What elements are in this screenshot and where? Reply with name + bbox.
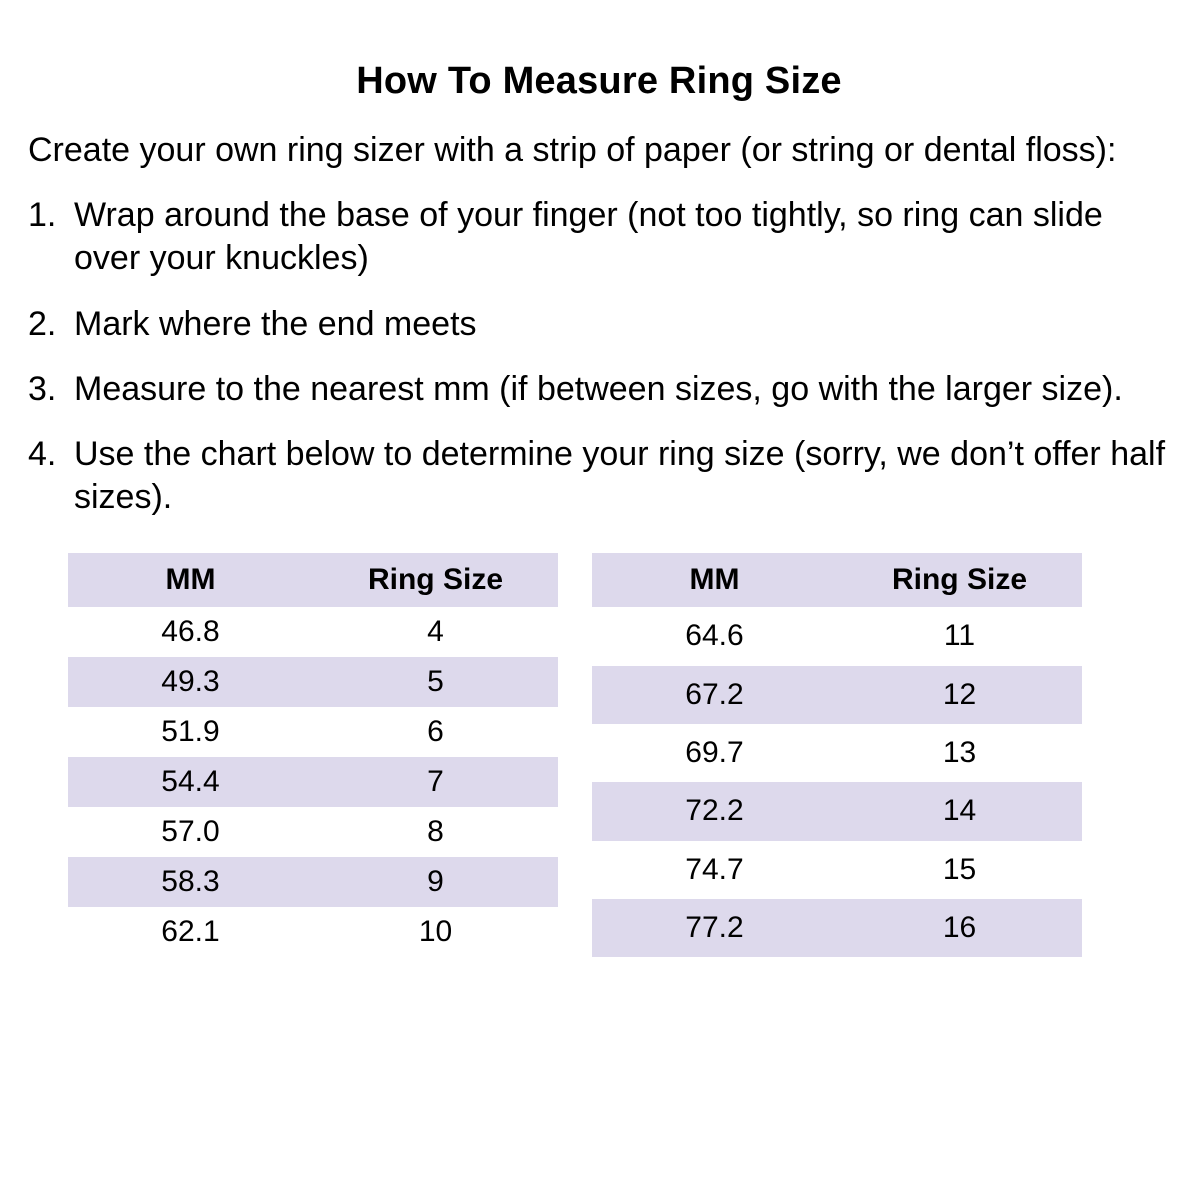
table-row [68, 707, 558, 757]
cell-ring-size: 13 [942, 736, 977, 770]
list-item [28, 368, 1170, 411]
table-row [68, 807, 558, 857]
table-row [68, 857, 558, 907]
cell-mm: 54.4 [68, 757, 313, 807]
intro-paragraph: Create your own ring sizer with a strip of paper (or string or dental floss): [28, 131, 1117, 169]
list-item [28, 433, 1170, 519]
table-header-row [68, 553, 558, 607]
step-number: 2. [28, 304, 57, 343]
table-row [592, 782, 1082, 840]
table-row [68, 657, 558, 707]
table-row [68, 607, 558, 657]
cell-mm: 67.2 [592, 666, 837, 724]
table-header-row [592, 553, 1082, 607]
table-row [592, 841, 1082, 899]
cell-mm: 64.6 [685, 619, 744, 653]
step-text: Use the chart below to determine your ring size (sorry, we don’t offer half sizes). [74, 434, 1166, 517]
list-item [28, 303, 1170, 346]
step-text: Wrap around the base of your finger (not too tightly, so ring can slide over your knuckles) [74, 196, 1103, 278]
column-header-mm: MM [68, 553, 313, 607]
table-row [592, 607, 1082, 665]
cell-ring-size: 14 [837, 782, 1082, 840]
table-row [68, 907, 558, 957]
table-row [592, 666, 1082, 724]
cell-ring-size: 15 [942, 852, 977, 886]
column-header-ring-size: Ring Size [837, 553, 1082, 607]
cell-ring-size: 8 [427, 815, 444, 849]
table-row [592, 899, 1082, 957]
page-title: How To Measure Ring Size [356, 60, 842, 102]
cell-ring-size: 6 [427, 715, 444, 749]
cell-mm: 57.0 [161, 815, 220, 849]
size-table-left [68, 553, 558, 957]
cell-ring-size: 16 [837, 899, 1082, 957]
step-text: Mark where the end meets [74, 304, 477, 343]
cell-mm: 77.2 [592, 899, 837, 957]
cell-mm: 58.3 [68, 857, 313, 907]
cell-ring-size: 5 [313, 657, 558, 707]
cell-mm: 46.8 [161, 615, 220, 649]
column-header-ring-size: Ring Size [313, 553, 558, 607]
cell-mm: 69.7 [685, 736, 744, 770]
column-header-mm: MM [592, 553, 837, 607]
cell-mm: 72.2 [592, 782, 837, 840]
cell-mm: 62.1 [161, 915, 220, 949]
step-number: 4. [28, 434, 57, 473]
cell-ring-size: 11 [943, 619, 976, 653]
cell-ring-size: 4 [427, 615, 444, 649]
table-row [68, 757, 558, 807]
size-chart-tables [28, 553, 1170, 957]
cell-mm: 51.9 [161, 715, 220, 749]
cell-mm: 74.7 [685, 852, 744, 886]
step-text: Measure to the nearest mm (if between sizes, go with the larger size). [74, 369, 1123, 408]
steps-list [28, 194, 1170, 519]
step-number: 1. [28, 196, 57, 235]
cell-mm: 49.3 [68, 657, 313, 707]
cell-ring-size: 12 [837, 666, 1082, 724]
step-number: 3. [28, 369, 57, 408]
cell-ring-size: 9 [313, 857, 558, 907]
cell-ring-size: 10 [418, 915, 453, 949]
list-item [28, 194, 1170, 280]
size-table-right [592, 553, 1082, 957]
cell-ring-size: 7 [313, 757, 558, 807]
table-row [592, 724, 1082, 782]
